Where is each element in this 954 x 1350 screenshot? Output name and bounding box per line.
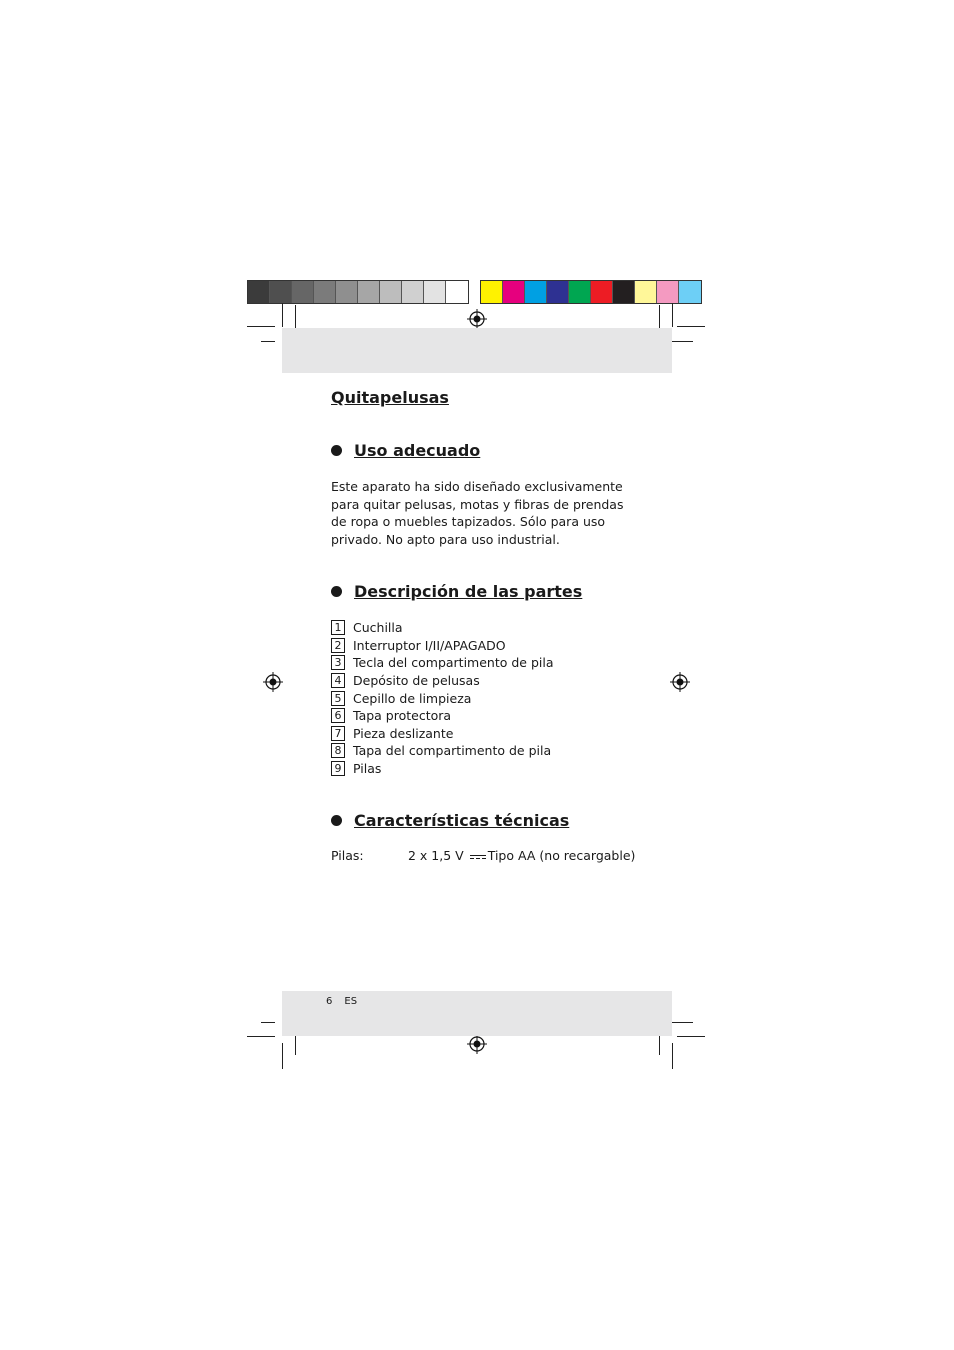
- crop-mark: [261, 1022, 275, 1023]
- color-swatch: [547, 281, 569, 303]
- part-number: 1: [331, 620, 345, 635]
- crop-mark: [677, 326, 705, 327]
- section-heading-descripcion: [331, 582, 582, 601]
- crop-mark: [282, 1043, 283, 1069]
- color-swatch: [380, 281, 402, 303]
- spec-value: [408, 848, 635, 863]
- color-swatch: [424, 281, 446, 303]
- list-item: [331, 689, 554, 707]
- part-label: Interruptor I/II/APAGADO: [353, 637, 506, 653]
- list-item: [331, 654, 554, 672]
- part-label: Tapa del compartimento de pila: [353, 743, 552, 759]
- crop-mark: [295, 305, 296, 329]
- list-item: [331, 760, 554, 778]
- crop-mark: [677, 1036, 705, 1037]
- list-item: [331, 637, 554, 655]
- part-label: Depósito de pelusas: [353, 673, 480, 689]
- color-swatch: [402, 281, 424, 303]
- list-item: [331, 742, 554, 760]
- list-item: [331, 619, 554, 637]
- crop-mark: [247, 326, 275, 327]
- color-swatch: [591, 281, 613, 303]
- color-swatch: [446, 281, 468, 303]
- color-swatch: [358, 281, 380, 303]
- spec-row-batteries: [331, 848, 635, 863]
- color-swatch: [292, 281, 314, 303]
- part-number: 4: [331, 673, 345, 688]
- crop-mark: [672, 1043, 673, 1069]
- header-band: [282, 328, 672, 373]
- page-number: 6: [326, 996, 333, 1007]
- crop-mark: [659, 305, 660, 329]
- bullet-icon: [331, 445, 342, 456]
- registration-mark-icon: [467, 1034, 487, 1054]
- part-number: 6: [331, 708, 345, 723]
- crop-mark: [261, 341, 275, 342]
- direct-current-icon: [470, 855, 486, 859]
- color-swatch: [481, 281, 503, 303]
- crop-mark: [672, 303, 673, 327]
- spec-battery-type: Tipo AA (no recargable): [487, 848, 636, 863]
- part-number: 3: [331, 655, 345, 670]
- color-swatch: [336, 281, 358, 303]
- section-heading-text: Descripción de las partes: [354, 582, 583, 601]
- page-footer: [326, 996, 369, 1007]
- document-title: Quitapelusas: [331, 388, 449, 407]
- part-number: 8: [331, 743, 345, 758]
- registration-mark-icon: [263, 672, 283, 692]
- part-label: Pieza deslizante: [353, 725, 454, 741]
- color-calibration-bar: [480, 280, 702, 304]
- crop-mark: [282, 303, 283, 327]
- color-swatch: [525, 281, 547, 303]
- part-label: Cuchilla: [353, 620, 403, 636]
- spec-label: Pilas:: [331, 848, 364, 863]
- part-number: 5: [331, 691, 345, 706]
- section-heading-text: Características técnicas: [354, 811, 570, 830]
- color-swatch: [503, 281, 525, 303]
- spec-voltage: 2 x 1,5 V: [408, 848, 464, 863]
- list-item: [331, 725, 554, 743]
- crop-mark: [247, 1036, 275, 1037]
- color-swatch: [613, 281, 635, 303]
- bullet-icon: [331, 815, 342, 826]
- part-label: Tecla del compartimento de pila: [353, 655, 554, 671]
- part-label: Tapa protectora: [353, 708, 452, 724]
- part-label: Pilas: [353, 761, 382, 777]
- color-swatch: [679, 281, 701, 303]
- section-heading-uso-adecuado: [331, 441, 480, 460]
- color-swatch: [270, 281, 292, 303]
- color-swatch: [569, 281, 591, 303]
- grayscale-calibration-bar: [247, 280, 469, 304]
- color-swatch: [657, 281, 679, 303]
- part-number: 7: [331, 726, 345, 741]
- intended-use-paragraph: Este aparato ha sido diseñado exclusivamente para quitar pelusas, motas y fibras de prendas de ropa o muebles tapizados. Sólo para uso privado. No apto para uso industrial.: [331, 479, 624, 547]
- color-swatch: [635, 281, 657, 303]
- part-label: Cepillo de limpieza: [353, 690, 472, 706]
- registration-mark-icon: [467, 309, 487, 329]
- part-number: 9: [331, 761, 345, 776]
- crop-mark: [669, 1022, 693, 1023]
- section-heading-caracteristicas: [331, 811, 569, 830]
- language-code: ES: [344, 996, 358, 1007]
- list-item: [331, 707, 554, 725]
- crop-mark: [669, 341, 693, 342]
- parts-list: [331, 619, 554, 777]
- bullet-icon: [331, 586, 342, 597]
- color-swatch: [314, 281, 336, 303]
- list-item: [331, 672, 554, 690]
- registration-mark-icon: [670, 672, 690, 692]
- part-number: 2: [331, 638, 345, 653]
- color-swatch: [248, 281, 270, 303]
- section-heading-text: Uso adecuado: [354, 441, 481, 460]
